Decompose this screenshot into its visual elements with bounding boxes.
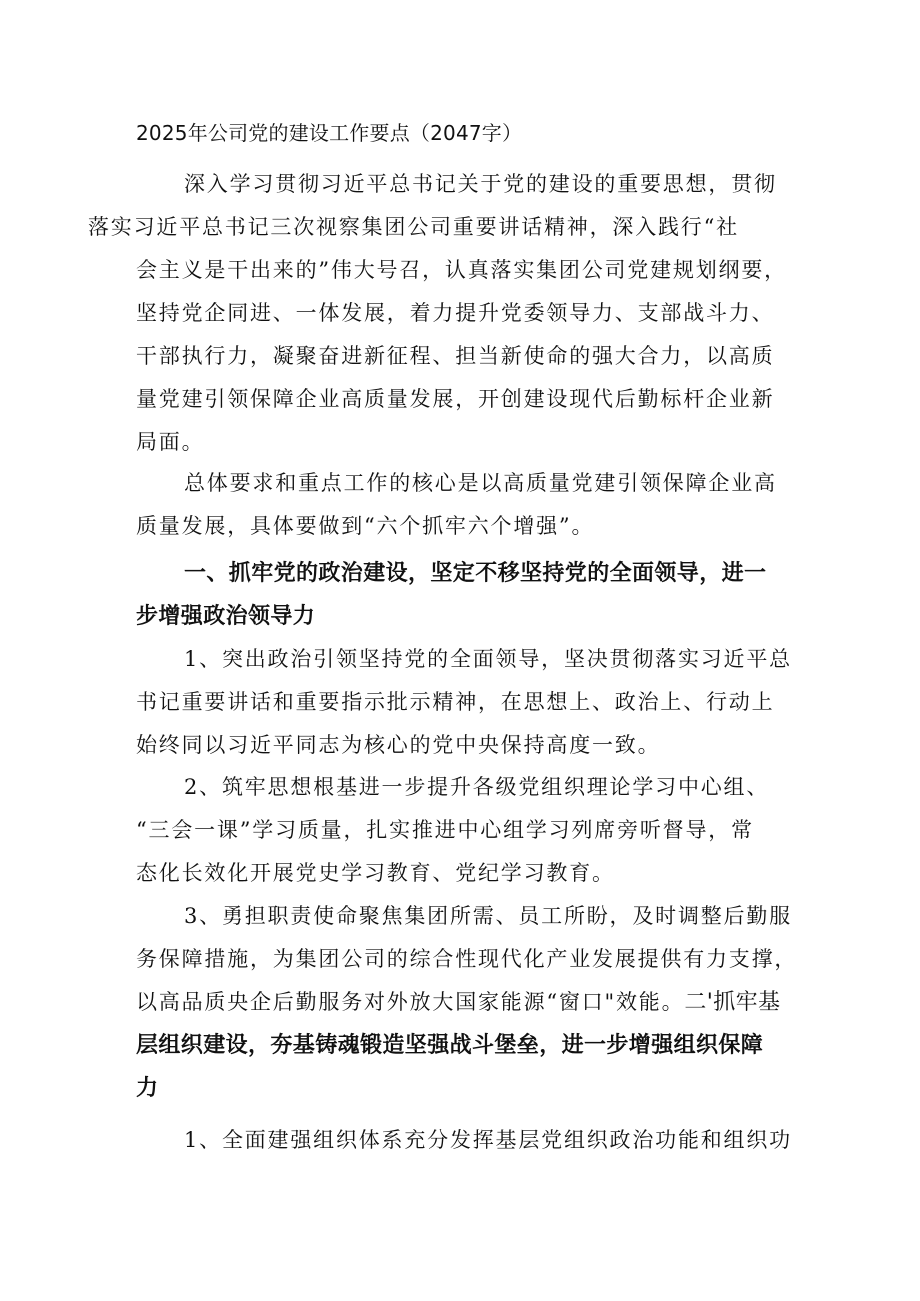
item-line: 始终同以习近平同志为核心的党中央保持高度一致。 (136, 733, 661, 757)
intro-paragraph (88, 163, 796, 464)
item-line: 务保障措施，为集团公司的综合性现代化产业发展提供有力支撑， (136, 947, 798, 971)
item-line: 书记重要讲话和重要指示批示精神，在思想上、政治上、行动上 (136, 690, 775, 714)
heading-line: 层组织建设，夯基铸魂锻造坚强战斗堡垒，进一步增强组织保障 (136, 1033, 764, 1058)
summary-line: 质量发展，具体要做到“六个抓牢六个增强”。 (136, 514, 595, 538)
heading-line: 步增强政治领导力 (136, 604, 316, 629)
item-line: 1、全面建强组织体系充分发挥基层党组织政治功能和组织功 (184, 1128, 792, 1152)
item-1-3-paragraph (136, 895, 796, 1024)
summary-paragraph (136, 462, 796, 548)
heading-line: 力 (136, 1076, 159, 1101)
intro-line: 局面。 (136, 430, 205, 454)
item-line: 2、筑牢思想根基进一步提升各级党组织理论学习中心组、 (184, 775, 770, 799)
heading-line: 一、抓牢党的政治建设，坚定不移坚持党的全面领导，进一 (184, 561, 767, 586)
item-line: “三会一课”学习质量，扎实推进中心组学习列席旁听督导，常 (136, 818, 754, 842)
section-1-heading (136, 552, 796, 638)
item-1-2-paragraph (136, 766, 796, 895)
intro-line: 会主义是干出来的”伟大号召，认真落实集团公司党建规划纲要， (136, 258, 787, 282)
item-1-1-paragraph (136, 638, 796, 767)
item-line: 3、勇担职责使命聚焦集团所需、员工所盼，及时调整后勤服 (184, 904, 792, 928)
item-line (88, 981, 796, 1024)
section-2-heading (136, 1024, 796, 1110)
intro-line: 干部执行力，凝聚奋进新征程、担当新使命的强大合力，以高质 (136, 344, 775, 368)
item-2-1-paragraph (136, 1119, 796, 1162)
intro-line: 落实习近平总书记三次视察集团公司重要讲话精神，深入践行“社 (88, 215, 739, 239)
item-line: 1、突出政治引领坚持党的全面领导，坚决贯彻落实习近平总 (184, 647, 792, 671)
section-2-heading-start: 二'抓牢基 (684, 990, 781, 1015)
intro-line: 量党建引领保障企业高质量发展，开创建设现代后勤标杆企业新 (136, 387, 775, 411)
intro-line: 深入学习贯彻习近平总书记关于党的建设的重要思想，贯彻 (184, 172, 777, 196)
item-line: 态化长效化开展党史学习教育、党纪学习教育。 (136, 861, 615, 885)
intro-line: 坚持党企同进、一体发展，着力提升党委领导力、支部战斗力、 (136, 301, 775, 325)
summary-line: 总体要求和重点工作的核心是以高质量党建引领保障企业高 (184, 471, 777, 495)
item-text: 以高品质央企后勤服务对外放大国家能源“窗口"效能。 (136, 990, 685, 1014)
document-title: 2025年公司党的建设工作要点（2047字） (136, 121, 523, 145)
